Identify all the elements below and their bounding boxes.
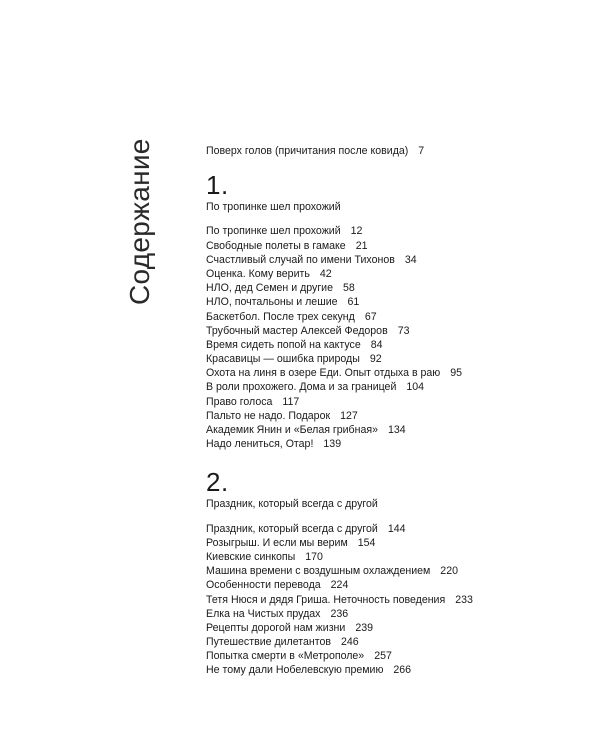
toc-entry-page: 12 — [350, 225, 363, 238]
toc-entry-title: Счастливый случай по имени Тихонов — [206, 253, 395, 266]
toc-entry-page: 42 — [319, 267, 332, 280]
toc-entry-page: 7 — [418, 145, 425, 157]
toc-entry — [206, 635, 586, 649]
toc-entry-title: НЛО, почтальоны и лешие — [206, 296, 338, 309]
toc-entry — [206, 564, 586, 578]
toc-entry-title: Поверх голов (причитания после ковида) — [206, 145, 409, 157]
toc-entry-page: 246 — [341, 636, 359, 649]
toc-entry — [206, 267, 586, 281]
toc-entry-title: Свободные полеты в гамаке — [206, 239, 346, 252]
toc-entry — [206, 522, 586, 536]
table-of-contents — [206, 144, 586, 678]
toc-entry-title: Пальто не надо. Подарок — [206, 409, 331, 422]
toc-entry-page: 233 — [455, 593, 473, 606]
toc-entry — [206, 338, 586, 352]
toc-entry-page: 84 — [370, 338, 383, 351]
toc-entry — [206, 253, 586, 267]
toc-entry-title: Киевские синкопы — [206, 550, 296, 563]
toc-entry-page: 21 — [355, 239, 368, 252]
toc-entry — [206, 366, 586, 380]
toc-entry — [206, 423, 586, 437]
toc-entry-title: Академик Янин и «Белая грибная» — [206, 424, 378, 436]
toc-heading-vertical — [118, 138, 168, 305]
toc-entry — [206, 621, 586, 635]
toc-entry — [206, 281, 586, 295]
toc-heading: Содержание — [124, 138, 155, 305]
toc-entry-page: 117 — [282, 395, 300, 408]
toc-entry — [206, 310, 586, 324]
toc-entry-list — [206, 224, 586, 451]
toc-entry-title: Время сидеть попой на кактусе — [206, 338, 361, 351]
toc-entry — [206, 550, 586, 564]
toc-entry-title: Праздник, который всегда с другой — [206, 522, 378, 535]
part-title: По тропинке шел прохожий — [206, 201, 341, 214]
toc-entry-page: 61 — [347, 296, 360, 309]
toc-entry-title: Попытка смерти в «Метрополе» — [206, 650, 365, 663]
toc-entry-title: Розыгрыш. И если мы верим — [206, 536, 348, 549]
toc-entry-page: 236 — [330, 607, 349, 620]
toc-entry-title: Рецепты дорогой нам жизни — [206, 621, 346, 634]
toc-part-2 — [206, 469, 586, 677]
toc-entry-title: Право голоса — [206, 395, 273, 408]
part-number: 2. — [206, 467, 229, 498]
toc-entry-page: 34 — [404, 253, 417, 266]
toc-entry-page: 154 — [357, 536, 376, 549]
toc-entry-title: Путешествие дилетантов — [206, 636, 332, 649]
toc-entry-page: 144 — [387, 522, 406, 535]
toc-entry-title: Надо лениться, Отар! — [206, 438, 314, 451]
toc-entry — [206, 395, 586, 409]
toc-entry-title: Охота на линя в озере Еди. Опыт отдыха в раю — [206, 367, 441, 380]
toc-entry-page: 127 — [340, 409, 358, 422]
toc-entry-prelude — [206, 144, 586, 158]
toc-entry-title: НЛО, дед Семен и другие — [206, 282, 333, 295]
toc-entry — [206, 324, 586, 338]
toc-entry-page: 239 — [355, 621, 374, 634]
toc-entry-title: В роли прохожего. Дома и за границей — [206, 381, 397, 394]
toc-entry-title: Трубочный мастер Алексей Федоров — [206, 324, 388, 337]
toc-entry-title: Елка на Чистых прудах — [206, 607, 321, 620]
toc-entry-page: 73 — [397, 324, 410, 337]
toc-entry-page: 139 — [323, 438, 342, 451]
toc-entry — [206, 536, 586, 550]
part-title: Праздник, который всегда с другой — [206, 498, 378, 511]
toc-entry — [206, 593, 586, 607]
toc-entry — [206, 295, 586, 309]
toc-entry — [206, 239, 586, 253]
toc-entry-title: Красавицы — ошибка природы — [206, 353, 360, 366]
toc-entry-page: 58 — [343, 282, 355, 295]
toc-entry-list — [206, 522, 586, 678]
toc-entry-title: Тетя Нюся и дядя Гриша. Неточность поведения — [206, 593, 446, 606]
toc-entry-page: 92 — [369, 353, 382, 366]
toc-entry-title: Не тому дали Нобелевскую премию — [206, 664, 384, 677]
toc-entry-title: Баскетбол. После трех секунд — [206, 310, 355, 323]
toc-entry-page: 257 — [374, 650, 392, 663]
toc-entry — [206, 649, 586, 663]
toc-entry-title: Машина времени с воздушным охлаждением — [206, 565, 431, 578]
toc-entry-page: 170 — [305, 550, 323, 563]
toc-entry-page: 95 — [450, 367, 463, 380]
toc-entry-title: Особенности перевода — [206, 579, 321, 592]
toc-entry-title: Оценка. Кому верить — [206, 267, 310, 280]
toc-entry-title: По тропинке шел прохожий — [206, 225, 341, 238]
toc-entry-page: 224 — [330, 579, 349, 592]
part-number: 1. — [206, 170, 229, 201]
toc-entry — [206, 352, 586, 366]
toc-entry-page: 220 — [440, 565, 458, 578]
toc-entry — [206, 607, 586, 621]
toc-entry — [206, 578, 586, 592]
toc-entry-page: 134 — [388, 424, 406, 436]
toc-entry — [206, 663, 586, 677]
toc-entry — [206, 437, 586, 451]
toc-entry-page: 266 — [393, 664, 412, 677]
toc-entry — [206, 380, 586, 394]
toc-entry-page: 104 — [406, 381, 425, 394]
toc-entry — [206, 224, 586, 238]
toc-part-1 — [206, 172, 586, 451]
toc-entry-page: 67 — [364, 310, 377, 323]
toc-entry — [206, 409, 586, 423]
